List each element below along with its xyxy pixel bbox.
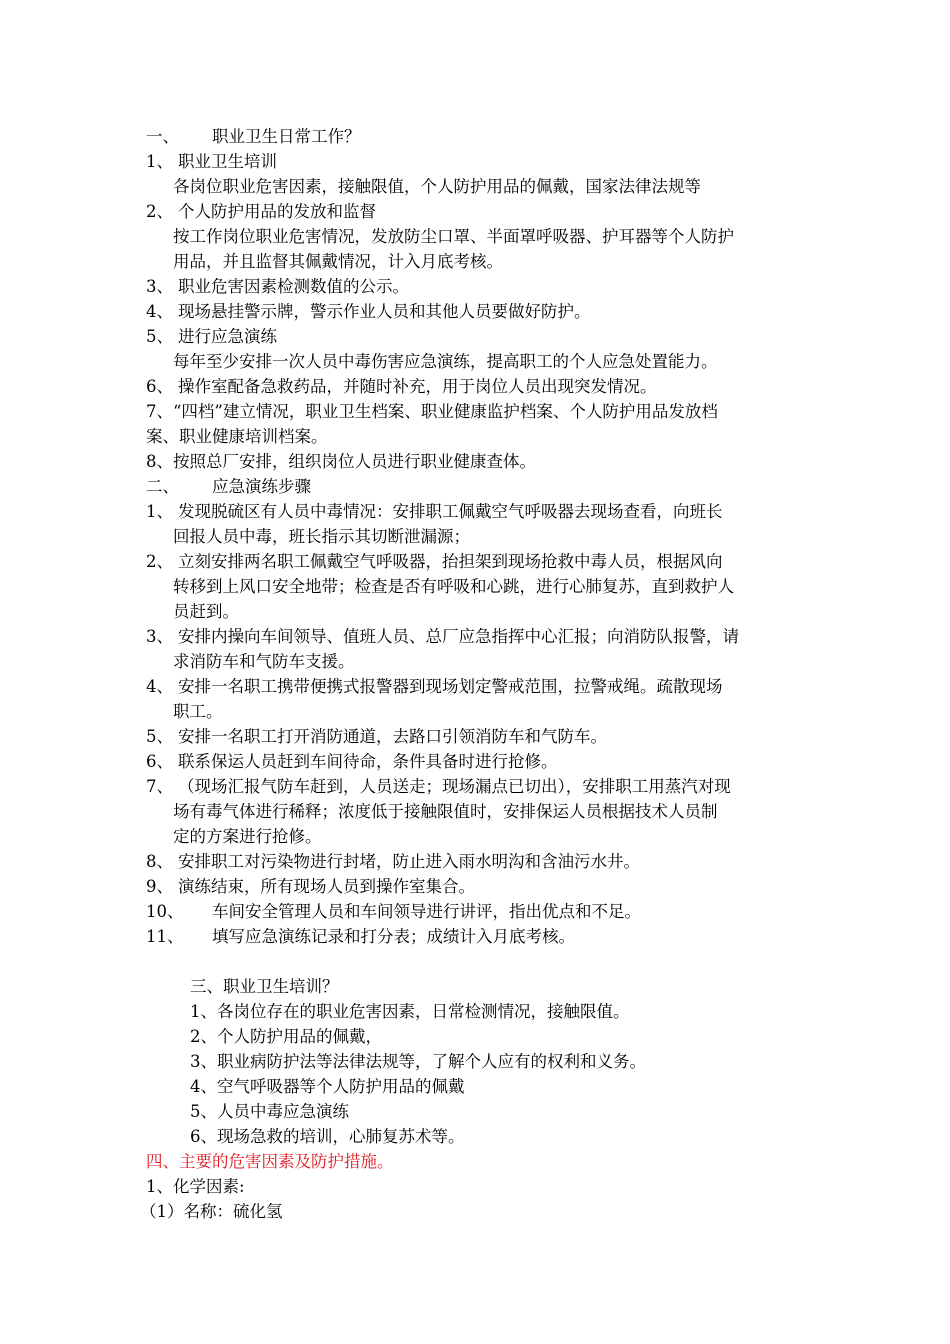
s3-item3: 3、职业病防护法等法律法规等，了解个人应有的权利和义务。 [190, 1052, 646, 1071]
s1-item7-line2: 案、职业健康培训档案。 [146, 427, 328, 446]
s1-item3: 3、 职业危害因素检测数值的公示。 [146, 277, 409, 296]
section1-heading: 一、 职业卫生日常工作？ [146, 127, 361, 146]
s2-item7-line2: 场有毒气体进行稀释；浓度低于接触限值时，安排保运人员根据技术人员制 [173, 802, 718, 821]
s1-item1-body: 各岗位职业危害因素，接触限值，个人防护用品的佩戴，国家法律法规等 [173, 177, 701, 196]
s1-item5-title: 5、 进行应急演练 [146, 327, 277, 346]
s4-sub2: （1）名称：硫化氢 [140, 1202, 283, 1221]
s2-item4-line1: 4、 安排一名职工携带便携式报警器到现场划定警戒范围，拉警戒绳。疏散现场 [146, 677, 723, 696]
s3-item6: 6、现场急救的培训，心肺复苏术等。 [190, 1127, 465, 1146]
s3-item2: 2、个人防护用品的佩戴， [190, 1027, 382, 1046]
s2-item4-line2: 职工。 [173, 702, 223, 721]
s2-item2-line2: 转移到上风口安全地带；检查是否有呼吸和心跳，进行心肺复苏，直到救护人 [173, 577, 734, 596]
s2-item10: 10、 车间安全管理人员和车间领导进行讲评，指出优点和不足。 [146, 902, 641, 921]
s2-item5: 5、 安排一名职工打开消防通道，去路口引领消防车和气防车。 [146, 727, 607, 746]
s2-item2-line1: 2、 立刻安排两名职工佩戴空气呼吸器，抬担架到现场抢救中毒人员，根据风向 [146, 552, 723, 571]
s1-item2-body-2: 用品，并且监督其佩戴情况，计入月底考核。 [173, 252, 503, 271]
section2-heading: 二、 应急演练步骤 [146, 477, 311, 496]
s2-item7-line1: 7、 （现场汇报气防车赶到，人员送走；现场漏点已切出），安排职工用蒸汽对现 [146, 777, 731, 796]
s1-item5-body: 每年至少安排一次人员中毒伤害应急演练，提高职工的个人应急处置能力。 [173, 352, 718, 371]
s2-item6: 6、 联系保运人员赶到车间待命，条件具备时进行抢修。 [146, 752, 558, 771]
section3-heading: 三、职业卫生培训？ [190, 977, 339, 996]
s2-item9: 9、 演练结束，所有现场人员到操作室集合。 [146, 877, 475, 896]
s3-item5: 5、人员中毒应急演练 [190, 1102, 349, 1121]
s2-item2-line3: 员赶到。 [173, 602, 239, 621]
s4-sub1: 1、化学因素: [146, 1177, 245, 1196]
s1-item8: 8、按照总厂安排，组织岗位人员进行职业健康查体。 [146, 452, 536, 471]
s1-item2-body-1: 按工作岗位职业危害情况，发放防尘口罩、半面罩呼吸器、护耳器等个人防护 [173, 227, 734, 246]
s2-item1-line1: 1、 发现脱硫区有人员中毒情况：安排职工佩戴空气呼吸器去现场查看，向班长 [146, 502, 723, 521]
s3-item4: 4、空气呼吸器等个人防护用品的佩戴 [190, 1077, 465, 1096]
s1-item2-title: 2、 个人防护用品的发放和监督 [146, 202, 376, 221]
s2-item8: 8、 安排职工对污染物进行封堵，防止进入雨水明沟和含油污水井。 [146, 852, 640, 871]
s2-item7-line3: 定的方案进行抢修。 [173, 827, 322, 846]
s1-item7-line1: 7、“四档”建立情况，职业卫生档案、职业健康监护档案、个人防护用品发放档 [146, 402, 718, 421]
s2-item3-line1: 3、 安排内操向车间领导、值班人员、总厂应急指挥中心汇报；向消防队报警，请 [146, 627, 739, 646]
s2-item1-line2: 回报人员中毒，班长指示其切断泄漏源； [173, 527, 470, 546]
s2-item3-line2: 求消防车和气防车支援。 [173, 652, 355, 671]
s1-item4: 4、 现场悬挂警示牌，警示作业人员和其他人员要做好防护。 [146, 302, 591, 321]
section4-heading: 四、主要的危害因素及防护措施。 [146, 1152, 394, 1171]
s1-item6: 6、 操作室配备急救药品，并随时补充，用于岗位人员出现突发情况。 [146, 377, 657, 396]
s2-item11: 11、 填写应急演练记录和打分表；成绩计入月底考核。 [146, 927, 575, 946]
s3-item1: 1、各岗位存在的职业危害因素，日常检测情况，接触限值。 [190, 1002, 630, 1021]
s1-item1-title: 1、 职业卫生培训 [146, 152, 277, 171]
